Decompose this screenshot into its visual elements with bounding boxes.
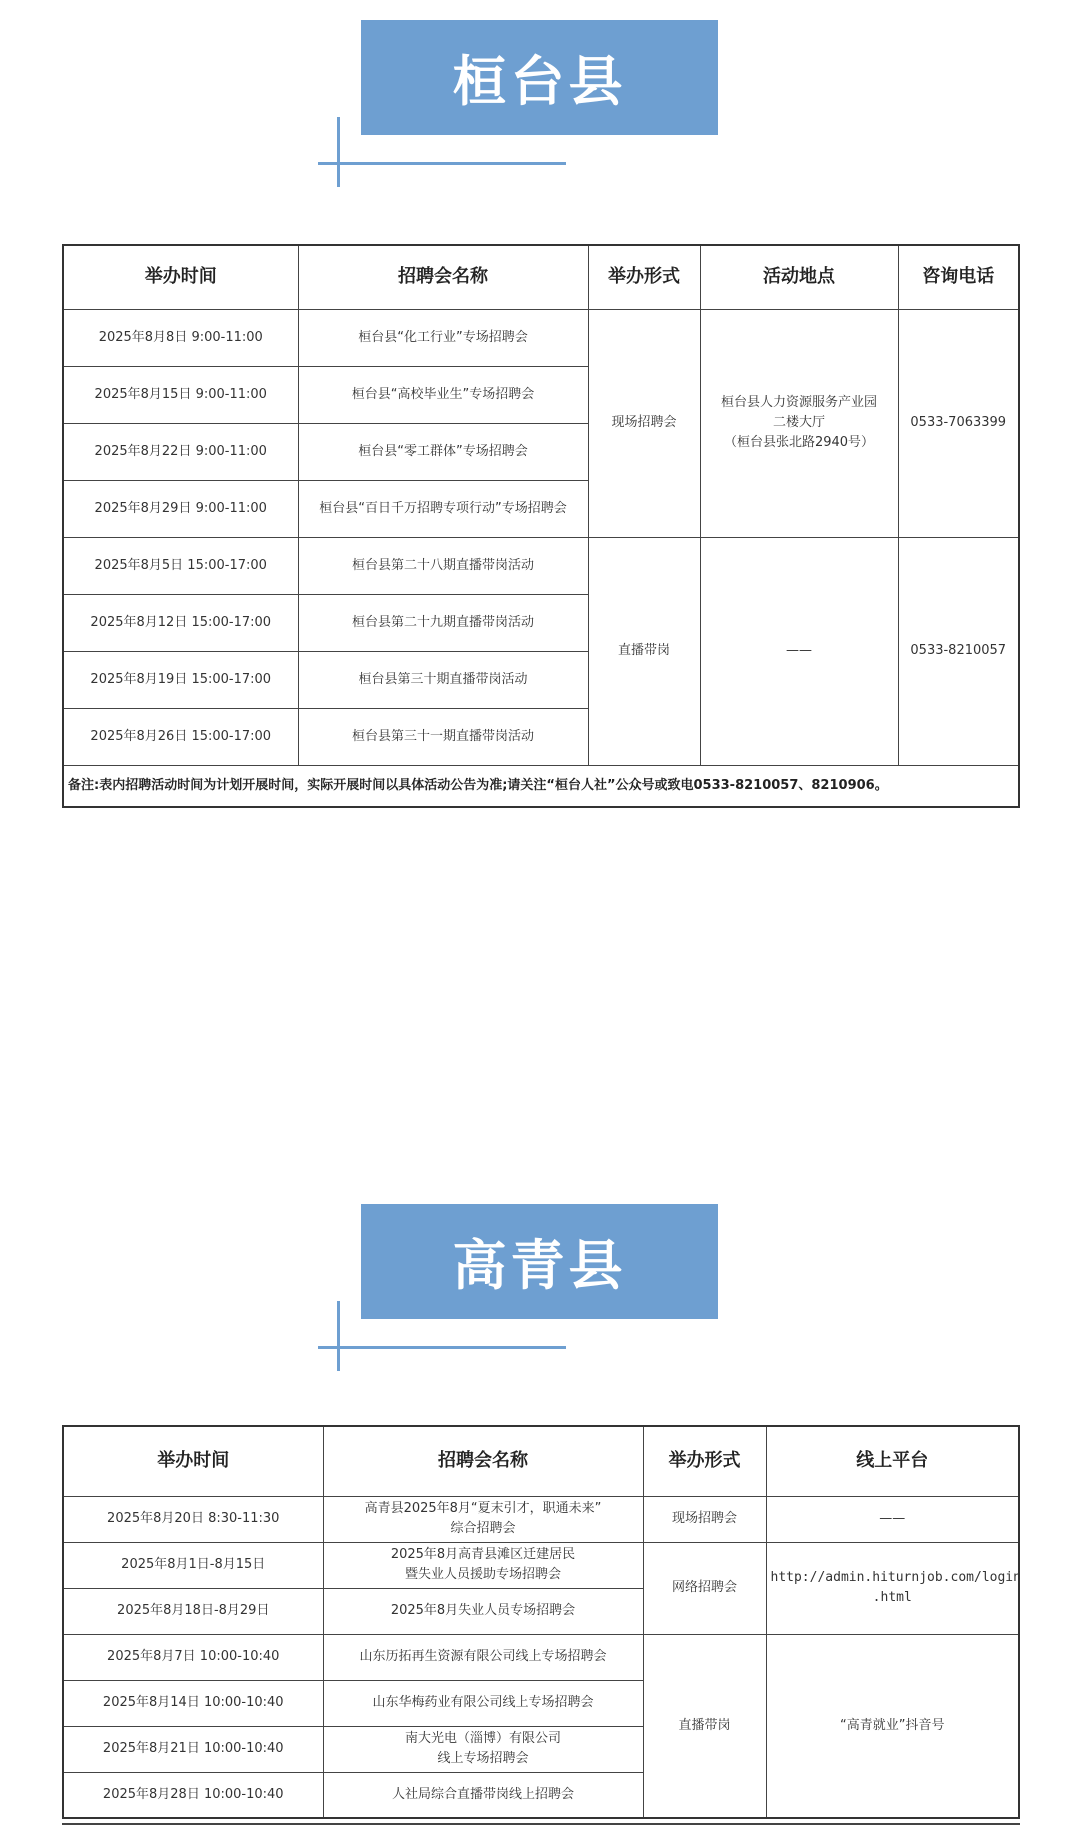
event-form: 现场招聘会 — [643, 1496, 766, 1542]
event-form: 直播带岗 — [643, 1634, 766, 1818]
event-time: 2025年8月12日 15:00-17:00 — [63, 594, 298, 651]
online-platform-link[interactable]: http://admin.hiturnjob.com/login .html — [766, 1542, 1019, 1634]
online-platform: —— — [766, 1496, 1019, 1542]
event-name: 桓台县第二十八期直播带岗活动 — [298, 537, 588, 594]
event-name: 桓台县第三十一期直播带岗活动 — [298, 708, 588, 765]
event-name: 桓台县第二十九期直播带岗活动 — [298, 594, 588, 651]
table-row — [63, 309, 1019, 366]
event-name: 南大光电（淄博）有限公司 线上专场招聘会 — [323, 1726, 643, 1772]
event-location: 桓台县人力资源服务产业园 二楼大厅 （桓台县张北路2940号） — [700, 309, 898, 537]
event-form: 网络招聘会 — [643, 1542, 766, 1634]
event-name: 桓台县“零工群体”专场招聘会 — [298, 423, 588, 480]
event-location: —— — [700, 537, 898, 765]
event-name: 桓台县第三十期直播带岗活动 — [298, 651, 588, 708]
title-decoration-line — [318, 162, 566, 165]
huantai-job-fair-table — [62, 244, 1020, 808]
column-header: 咨询电话 — [898, 245, 1019, 309]
table-header-row — [63, 1426, 1019, 1496]
table-row — [63, 1542, 1019, 1588]
event-form: 现场招聘会 — [588, 309, 700, 537]
column-header: 招聘会名称 — [323, 1426, 643, 1496]
column-header: 线上平台 — [766, 1426, 1019, 1496]
online-platform: “高青就业”抖音号 — [766, 1634, 1019, 1818]
event-name: 山东历拓再生资源有限公司线上专场招聘会 — [323, 1634, 643, 1680]
event-name: 2025年8月高青县滩区迁建居民 暨失业人员援助专场招聘会 — [323, 1542, 643, 1588]
event-time: 2025年8月28日 10:00-10:40 — [63, 1772, 323, 1818]
event-time: 2025年8月18日-8月29日 — [63, 1588, 323, 1634]
column-header: 举办形式 — [643, 1426, 766, 1496]
event-time: 2025年8月21日 10:00-10:40 — [63, 1726, 323, 1772]
event-name: 2025年8月失业人员专场招聘会 — [323, 1588, 643, 1634]
table-row — [63, 1496, 1019, 1542]
event-time: 2025年8月19日 15:00-17:00 — [63, 651, 298, 708]
event-time: 2025年8月5日 15:00-17:00 — [63, 537, 298, 594]
table-note-row — [63, 765, 1019, 807]
event-time: 2025年8月20日 8:30-11:30 — [63, 1496, 323, 1542]
section-title-huantai: 桓台县 — [361, 20, 718, 135]
column-header: 招聘会名称 — [298, 245, 588, 309]
event-time: 2025年8月15日 9:00-11:00 — [63, 366, 298, 423]
event-time: 2025年8月22日 9:00-11:00 — [63, 423, 298, 480]
section-title-gaoqing: 高青县 — [361, 1204, 718, 1319]
table-row — [63, 537, 1019, 594]
event-form: 直播带岗 — [588, 537, 700, 765]
title-decoration-line — [318, 1346, 566, 1349]
column-header: 举办形式 — [588, 245, 700, 309]
event-time: 2025年8月8日 9:00-11:00 — [63, 309, 298, 366]
event-name: 桓台县“高校毕业生”专场招聘会 — [298, 366, 588, 423]
contact-phone: 0533-8210057 — [898, 537, 1019, 765]
table-note: 备注:表内招聘活动时间为计划开展时间，实际开展时间以具体活动公告为准;请关注“桓台人社”公众号或致电0533-8210057、8210906。 — [63, 765, 1019, 807]
table-row — [63, 1634, 1019, 1680]
column-header: 活动地点 — [700, 245, 898, 309]
event-name: 桓台县“化工行业”专场招聘会 — [298, 309, 588, 366]
gaoqing-job-fair-table — [62, 1425, 1020, 1819]
event-time: 2025年8月26日 15:00-17:00 — [63, 708, 298, 765]
column-header: 举办时间 — [63, 245, 298, 309]
event-name: 人社局综合直播带岗线上招聘会 — [323, 1772, 643, 1818]
column-header: 举办时间 — [63, 1426, 323, 1496]
event-name: 高青县2025年8月“夏末引才，职通未来” 综合招聘会 — [323, 1496, 643, 1542]
event-time: 2025年8月29日 9:00-11:00 — [63, 480, 298, 537]
event-name: 桓台县“百日千万招聘专项行动”专场招聘会 — [298, 480, 588, 537]
event-time: 2025年8月14日 10:00-10:40 — [63, 1680, 323, 1726]
title-decoration-line — [337, 1301, 340, 1371]
table-continuation-line — [62, 1823, 1020, 1825]
contact-phone: 0533-7063399 — [898, 309, 1019, 537]
table-header-row — [63, 245, 1019, 309]
event-name: 山东华梅药业有限公司线上专场招聘会 — [323, 1680, 643, 1726]
event-time: 2025年8月7日 10:00-10:40 — [63, 1634, 323, 1680]
title-decoration-line — [337, 117, 340, 187]
event-time: 2025年8月1日-8月15日 — [63, 1542, 323, 1588]
